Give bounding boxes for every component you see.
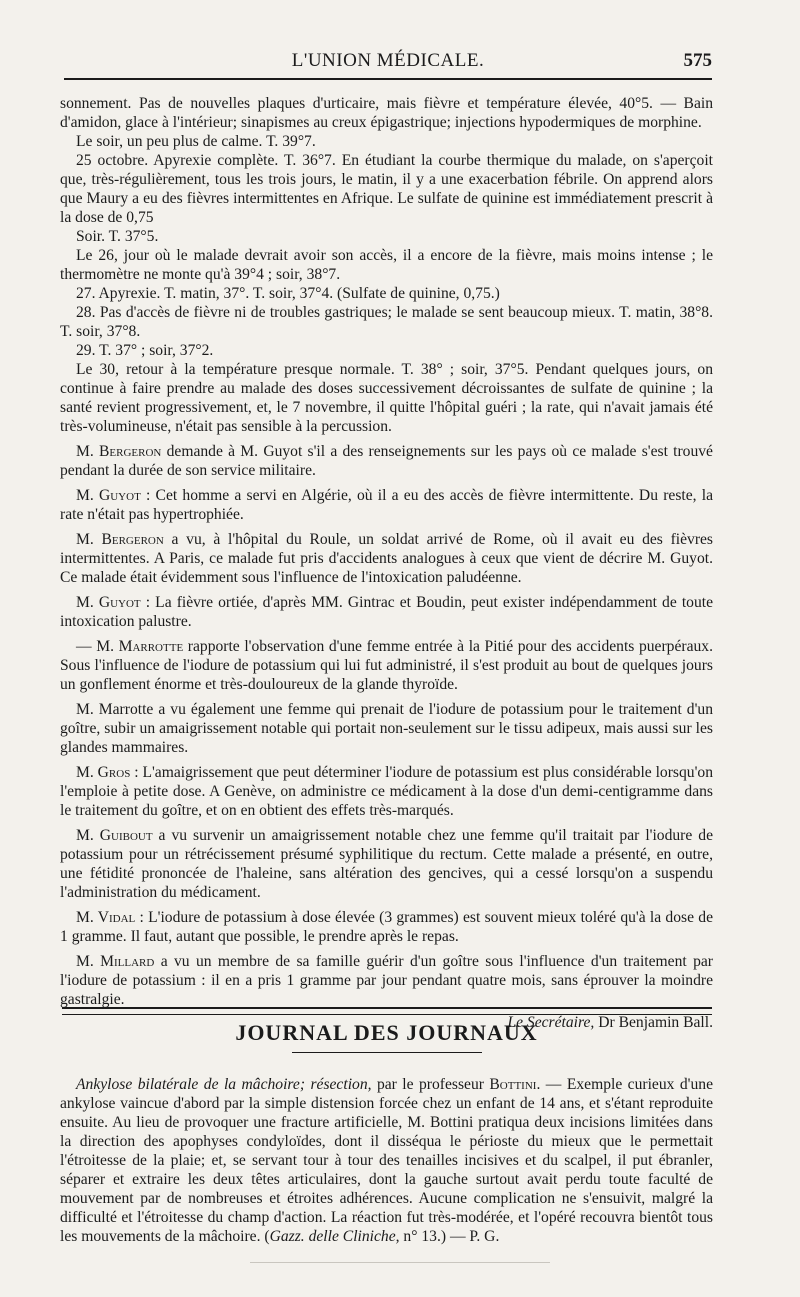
paragraph bbox=[60, 530, 713, 587]
page-header bbox=[64, 50, 712, 76]
paragraph: 25 octobre. Apyrexie complète. T. 36°7. En étudiant la courbe thermique du malade, on s'aperçoit que, très-régulièrement, tous les trois jours, le matin, il y a une exacerbation fébrile. On apprend alors que Maury a eu des fièvres intermittentes en Afrique. Le sulfate de quinine est immédiatement prescrit à la dose de 0,75 bbox=[60, 152, 713, 226]
paragraph-text: rapporte l'observation d'une femme entrée à la Pitié pour des accidents puerpéraux. Sous l'influence de l'iodure de potassium qui lui fut administré, il s'est produit au bout de quelques jours un gonflement énorme et très-douloureux de la glande thyroïde. bbox=[60, 638, 713, 693]
speaker-name: M. Bergeron bbox=[76, 443, 162, 460]
paragraph bbox=[60, 637, 713, 694]
paragraph: Soir. T. 37°5. bbox=[76, 228, 159, 245]
journal-entry bbox=[60, 1075, 713, 1246]
speaker-name: M. Guyot bbox=[76, 487, 141, 504]
dash: — bbox=[76, 638, 97, 655]
speaker-name: M. Guyot bbox=[76, 594, 141, 611]
paragraph: 28. Pas d'accès de fièvre ni de troubles gastriques; le malade se sent beaucoup mieux. T. matin, 38°8. T. soir, 37°8. bbox=[60, 304, 713, 340]
paragraph bbox=[60, 908, 713, 946]
signature-role: Le Secrétaire, bbox=[507, 1014, 595, 1031]
paragraph bbox=[60, 763, 713, 820]
paragraph bbox=[60, 826, 713, 902]
paragraph-text: demande à M. Guyot s'il a des renseignements sur les pays où ce malade s'est trouvé pendant la durée de son service militaire. bbox=[60, 443, 713, 479]
speaker-name: M. Marrotte bbox=[96, 638, 184, 655]
paragraph-text: : L'iodure de potassium à dose élevée (3 grammes) est souvent mieux toléré qu'à la dose de 1 gramme. Il faut, autant que possible, le prendre après le repas. bbox=[60, 909, 713, 945]
entry-source: Gazz. delle Cliniche, bbox=[269, 1228, 400, 1245]
paragraph bbox=[60, 442, 713, 480]
entry-author-prefix: par le professeur bbox=[371, 1076, 490, 1093]
entry-end: n° 13.) — P. G. bbox=[399, 1228, 500, 1245]
paragraph: Le 26, jour où le malade devrait avoir son accès, il a encore de la fièvre, mais moins intense ; le thermomètre ne monte qu'à 39°4 ; soir, 38°7. bbox=[60, 247, 713, 283]
title-underline bbox=[292, 1052, 482, 1053]
paragraph-text: a vu, à l'hôpital du Roule, un soldat arrivé de Rome, où il avait eu des fièvres intermittentes. A Paris, ce malade fut pris d'accidents analogues à ceux que vient de décrire M. Guyot. Ce malade était évidemment sous l'influence de l'intoxication paludéenne. bbox=[60, 531, 713, 586]
speaker-name: M. Guibout bbox=[76, 827, 153, 844]
paragraph: Le 30, retour à la température presque normale. T. 38° ; soir, 37°5. Pendant quelques jours, on continue à faire prendre au malade des doses successivement décroissantes de sulfate de quinine ; la santé revient progressivement, et, le 7 novembre, il quitte l'hôpital guéri ; la rate, qui n'avait jamais été très-volumineuse, n'était pas sensible à la percussion. bbox=[60, 361, 713, 435]
paragraph bbox=[60, 952, 713, 1009]
footer-rule bbox=[250, 1262, 550, 1263]
header-rule bbox=[64, 78, 712, 80]
entry-text: . — Exemple curieux d'une ankylose vaincue d'abord par la simple distension forcée chez un enfant de 14 ans, et s'étant reproduite ensuite. Au lieu de provoquer une fracture artificielle, M. Bottini pratiqua deux incisions limitées dans la direction des apophyses condyloïdes, dont il disséqua le périoste du mieux que le permettait l'étroitesse de la plaie; et, se servant tour à tour des tenailles incisives et du scalpel, il put ébranler, séparer et extraire les deux têtes articulaires, dont la gauche surtout avait perdu toute faculté de mouvement par de nombreuses et étroites adhérences. Aucune complication ne s'ensuivit, malgré la difficulté et l'étroitesse du champ d'action. La réaction fut très-modérée, et l'opéré recouvra bientôt tous les mouvements de la mâchoire. ( bbox=[60, 1076, 713, 1245]
paragraph-text: a vu survenir un amaigrissement notable chez une femme qu'il traitait par l'iodure de potassium pour un rétrécissement présumé syphilitique du rectum. Cette malade a présenté, en outre, une fétidité prononcée de l'haleine, sans altération des gencives, qui a cessé lorsqu'on a suspendu l'administration du médicament. bbox=[60, 827, 713, 901]
signature-name: Dr Benjamin Ball. bbox=[594, 1014, 713, 1031]
speaker-name: M. Millard bbox=[76, 953, 155, 970]
entry-title: Ankylose bilatérale de la mâchoire; résection, bbox=[76, 1076, 372, 1093]
paragraph: Le soir, un peu plus de calme. T. 39°7. bbox=[76, 133, 316, 150]
speaker-name: M. Gros bbox=[76, 764, 131, 781]
paragraph: sonnement. Pas de nouvelles plaques d'urticaire, mais fièvre et température élevée, 40°5. — Bain d'amidon, glace à l'intérieur; sinapismes au creux épigastrique; injections hypodermiques de morphine. bbox=[60, 95, 713, 131]
paragraph: 27. Apyrexie. T. matin, 37°. T. soir, 37°4. (Sulfate de quinine, 0,75.) bbox=[76, 285, 500, 302]
speaker-name: M. Bergeron bbox=[76, 531, 164, 548]
journal-section bbox=[60, 1020, 713, 1262]
section-divider bbox=[62, 1007, 712, 1015]
speaker-name: M. Vidal bbox=[76, 909, 136, 926]
running-title: L'UNION MÉDICALE. bbox=[291, 50, 485, 71]
paragraph-text: : Cet homme a servi en Algérie, où il a eu des accès de fièvre intermittente. Du reste, la rate n'était pas hypertrophiée. bbox=[60, 487, 714, 523]
paragraph: M. Marrotte a vu également une femme qui prenait de l'iodure de potassium pour le traitement d'un goître, subir un amaigrissement notable qui portait non-seulement sur le tissu adipeux, mais aussi sur les glandes mammaires. bbox=[60, 701, 713, 756]
paragraph-text: : La fièvre ortiée, d'après MM. Gintrac et Boudin, peut exister indépendamment de toute intoxication palustre. bbox=[60, 594, 714, 630]
paragraph bbox=[60, 593, 713, 631]
paragraph-text: a vu un membre de sa famille guérir d'un goître sous l'influence d'un traitement par l'iodure de potassium : il en a pris 1 gramme par jour pendant quatre mois, sans éprouver la moindre gastralgie. bbox=[60, 953, 713, 1008]
paragraph: 29. T. 37° ; soir, 37°2. bbox=[76, 342, 214, 359]
paragraph-text: : L'amaigrissement que peut déterminer l'iodure de potassium est plus considérable lorsqu'on l'emploie à petite dose. A Genève, on administre ce médicament à la dose d'un demi-centigramme dans le traitement du goître, et on en obtient des effets très-marqués. bbox=[60, 764, 713, 819]
article-body bbox=[60, 94, 713, 1032]
entry-author: Bottini bbox=[489, 1076, 537, 1093]
page-number: 575 bbox=[683, 50, 712, 71]
section-title: JOURNAL DES JOURNAUX bbox=[235, 1020, 538, 1045]
paragraph bbox=[60, 486, 713, 524]
